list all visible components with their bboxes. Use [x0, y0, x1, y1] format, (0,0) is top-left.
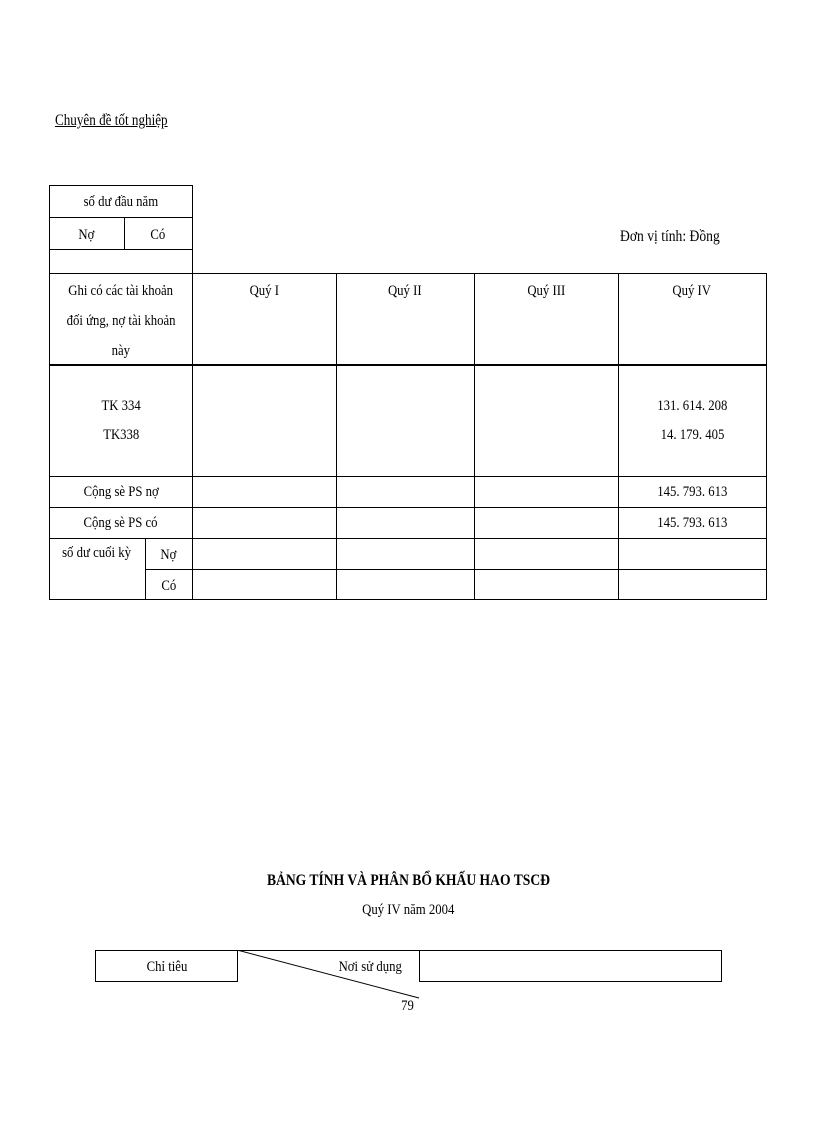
- col-q1-header: Quý I: [249, 283, 279, 299]
- col-q2-header: Quý II: [388, 283, 422, 299]
- col-usage-header: Nơi sử dụng: [338, 959, 402, 975]
- q4-tk334-value: 131. 614. 208: [656, 398, 728, 414]
- depreciation-title: BẢNG TÍNH VÀ PHÂN BỔ KHẤU HAO TSCĐ: [266, 872, 550, 889]
- total-credit-label: Cộng sè PS có: [83, 515, 159, 531]
- total-credit-q4: 145. 793. 613: [656, 515, 728, 531]
- closing-debit-label: Nợ: [160, 547, 177, 563]
- col-q4-header: Quý IV: [672, 283, 712, 299]
- col-indicator-header: Chỉ tiêu: [146, 959, 187, 975]
- col-q3-header: Quý III: [527, 283, 565, 299]
- opening-debit-label: Nợ: [78, 227, 95, 243]
- col-accounts-header-2: đối ứng, nợ tài khoản: [66, 313, 176, 329]
- account-tk334: TK 334: [101, 398, 141, 414]
- document-header: Chuyên đề tốt nghiệp: [55, 112, 168, 129]
- opening-balance-title: số dư đầu năm: [83, 194, 159, 210]
- opening-credit-label: Có: [150, 227, 166, 243]
- closing-credit-label: Có: [161, 578, 176, 594]
- account-tk338: TK338: [102, 427, 140, 443]
- depreciation-subtitle: Quý IV năm 2004: [361, 902, 455, 918]
- q4-tk338-value: 14. 179. 405: [660, 427, 724, 443]
- unit-label: Đơn vị tính: Đồng: [620, 228, 720, 245]
- page-number: 79: [401, 998, 414, 1014]
- total-debit-label: Cộng sè PS nợ: [83, 484, 159, 500]
- col-accounts-header-1: Ghi có các tài khoản: [68, 283, 174, 299]
- closing-balance-label: số dư cuối kỳ: [62, 545, 132, 561]
- total-debit-q4: 145. 793. 613: [656, 484, 728, 500]
- col-accounts-header-3: này: [111, 343, 131, 359]
